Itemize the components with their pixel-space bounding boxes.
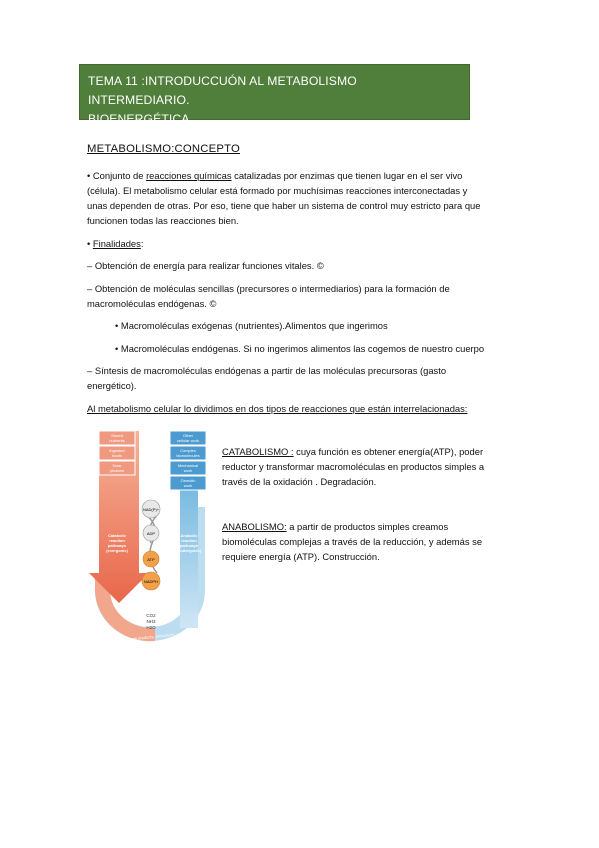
item-sintesis-line-2: energético). <box>87 380 137 391</box>
label-other: Other <box>182 433 194 438</box>
anabolismo-line-1 <box>222 519 522 534</box>
label-anabolic: Anabolic <box>180 533 198 538</box>
label-simple-products: Simple products, precursors <box>124 631 175 642</box>
label-work-1: work <box>183 468 193 473</box>
anabolismo-line-3: requiere energía (ATP). Construcción. <box>222 551 380 562</box>
concept-line-2: (célula). El metabolismo celular está formado por muchísimas reacciones interconectadas y <box>87 185 468 196</box>
label-nadph: NADPH <box>143 579 159 584</box>
label-foods: foods <box>112 453 122 458</box>
label-co2: CO2 <box>146 613 156 618</box>
concept-link[interactable]: reacciones químicas <box>146 170 232 181</box>
label-biomolecules: biomolecules <box>176 453 200 458</box>
catabolismo-line-2: reductor y transformar macromoléculas en productos simples a <box>222 461 485 472</box>
label-mechanical: Mechanical <box>177 463 199 468</box>
catabolismo-paragraph <box>222 444 522 489</box>
concept-line-1 <box>87 168 517 183</box>
document-title-box <box>79 64 470 126</box>
item-moleculas-line-2: macromoléculas endógenas. © <box>87 298 217 309</box>
sub-item-exogenas: • Macromoléculas exógenas (nutrientes).Alimentos que ingerimos <box>115 320 388 331</box>
anabolismo-paragraph <box>222 519 522 564</box>
label-complex: Complex <box>180 448 196 453</box>
label-catabolic: Catabolic <box>107 533 127 538</box>
label-exergonic: (exergonic) <box>106 548 128 553</box>
label-stored: Stored <box>111 433 123 438</box>
label-work-2: work <box>183 483 193 488</box>
label-solar: Solar <box>112 463 122 468</box>
catabolismo-line-1 <box>222 444 522 459</box>
catabolismo-text-1: cuya función es obtener energía(ATP), poder <box>293 446 484 457</box>
title-line-2: BIOENERGÉTICA. <box>88 112 194 126</box>
label-h2o: H2O <box>146 625 156 630</box>
item-moleculas-line-1: – Obtención de moléculas sencillas (precursores o intermediarios) para la formación de <box>87 283 450 294</box>
anabolismo-line-2: biomoléculas complejas a través de la reducción, y además se <box>222 536 483 547</box>
concept-line-4: funcionen todas las reacciones bien. <box>87 215 239 226</box>
finalidades-colon: : <box>140 238 144 249</box>
label-endergonic: (endergonic) <box>176 548 202 553</box>
label-nutrients: nutrients <box>109 438 125 443</box>
catabolismo-line-3: través de la oxidación . Degradación. <box>222 476 377 487</box>
concept-paragraph <box>87 168 517 228</box>
item-sintesis-line-1: – Síntesis de macromoléculas endógenas a partir de las moléculas precursoras (gasto <box>87 365 447 376</box>
label-photons: photons <box>109 468 125 473</box>
finalidades-text: Finalidades <box>92 238 141 249</box>
label-cat-reaction: reaction <box>109 538 125 543</box>
label-adp: ADP <box>146 531 156 536</box>
label-ana-pathways: pathways <box>179 543 199 548</box>
title-line-1: TEMA 11 :INTRODUCCUÓN AL METABOLISMO INTERMEDIARIO. <box>88 74 357 107</box>
label-cellular-work: cellular work <box>176 438 200 443</box>
label-ana-reaction: reaction <box>181 538 197 543</box>
label-nadp: NAD(P)+ <box>142 507 160 512</box>
label-ingested: Ingested <box>109 448 125 453</box>
catabolismo-label: CATABOLISMO : <box>222 446 294 457</box>
item-sintesis <box>87 363 517 393</box>
label-osmotic: Osmotic <box>180 478 196 483</box>
concept-prefix: • Conjunto de <box>87 170 147 181</box>
metabolism-diagram-svg <box>85 423 215 649</box>
intro-types: Al metabolismo celular lo dividimos en dos tipos de reacciones que están interrelacionadas: <box>87 403 468 414</box>
item-moleculas <box>87 281 517 311</box>
label-nh3: NH3 <box>146 619 156 624</box>
finalidades-label <box>87 236 517 251</box>
finalidades-bullet: • <box>87 238 93 249</box>
sub-item-endogenas: • Macromoléculas endógenas. Si no ingerimos alimentos las cogemos de nuestro cuerpo <box>115 343 485 354</box>
anabolismo-label: ANABOLISMO: <box>222 521 287 532</box>
metabolism-diagram <box>85 423 215 649</box>
label-cat-pathways: pathways <box>107 543 127 548</box>
section-heading: METABOLISMO:CONCEPTO <box>87 143 240 155</box>
concept-line-3: unas dependen de otras. Por eso, tiene que haber un sistema de control muy estricto para que <box>87 200 481 211</box>
anabolismo-text-1: a partir de productos simples creamos <box>286 521 449 532</box>
concept-rest: catalizadas por enzimas que tienen lugar en el ser vivo <box>231 170 463 181</box>
item-energia: – Obtención de energía para realizar funciones vitales. © <box>87 260 324 271</box>
label-atp: ATP <box>147 557 155 562</box>
